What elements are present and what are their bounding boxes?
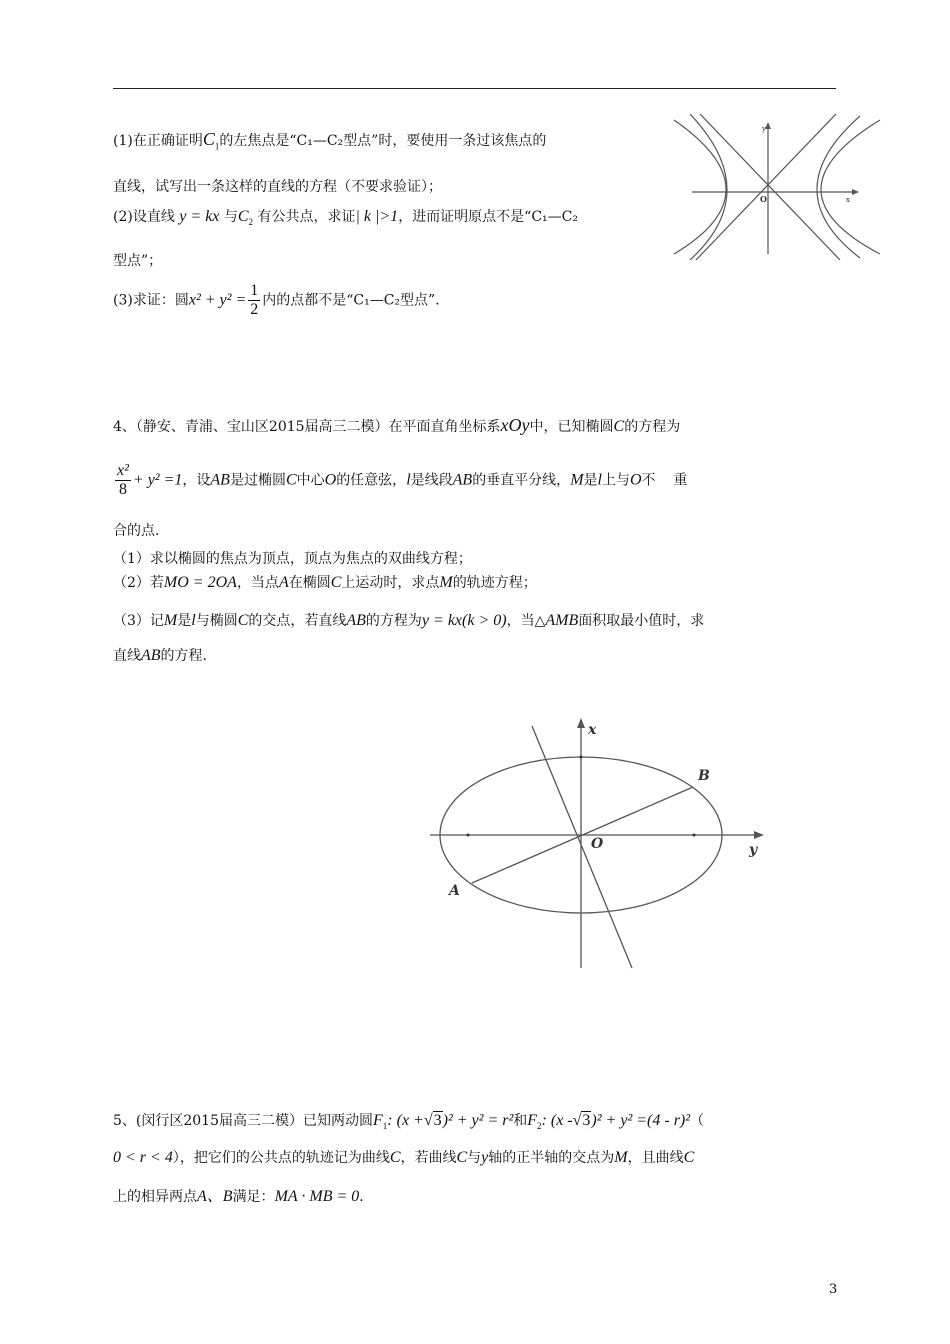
ellipse-horizontal-arrow (754, 831, 764, 839)
p4-line2: $\frac{\text{x²}}{8}$ + y² =1，设AB是过椭圆C中心O的任意弦，l是线段AB的垂直平分线，M是l上与O不 重 (117, 462, 688, 498)
perpendicular-bisector-l (532, 726, 632, 968)
ellipse-vertical-arrow (577, 718, 585, 728)
p3-part1-line1: (1)在正确证明$C_1$的左焦点是“C₁—C₂型点”时，要使用一条过该焦点的 (113, 129, 547, 152)
header-rule (113, 88, 836, 89)
focus-right (693, 834, 696, 837)
p4-q3: （3）记M是l与椭圆C的交点，若直线AB的方程为y = kx(k > 0)，当△AMB面积取最小值时，求 (113, 612, 705, 629)
hyperbola-left-inner (674, 120, 726, 254)
p4-q1: （1）求以椭圆的焦点为顶点，顶点为焦点的双曲线方程； (113, 551, 472, 567)
hyperbola-right-inner (817, 116, 860, 258)
p3-part2-line1: (2)设直线 y = kx 与$C_2$ 有公共点，求证| k |>1，进而证明原点不是“C₁—C₂ (113, 208, 578, 228)
p4-line3: 合的点． (113, 523, 169, 539)
p3-c1: $C_1$ (202, 129, 220, 152)
asymptote-2 (696, 114, 836, 260)
focus-left (467, 834, 470, 837)
asymptote-1 (700, 114, 840, 260)
hyperbola-y-label: y (762, 125, 766, 133)
p3-part1-line2: 直线，试写出一条这样的直线的方程（不要求验证）； (113, 179, 442, 195)
hyperbola-x-arrow (852, 189, 859, 195)
point-B-label: B (698, 768, 710, 784)
p5-head: 5、(闵行区2015届高三二模）已知两动圆$F_1$: (x +√3)² + y² = r²和$F_2$: (x -√3)² + y² =(4 - r)²（ (113, 1112, 705, 1132)
vertex-top (580, 756, 583, 759)
p4-head: 4、（静安、青浦、宝山区2015届高三二模）在平面直角坐标系xOy中，已知椭圆C的方程为 (113, 415, 681, 435)
p4-ellipse-frac: $\frac{\text{x²}}{8}$ (117, 462, 129, 498)
p5-line2: 0 < r < 4），把它们的公共点的轨迹记为曲线C，若曲线C与y轴的正半轴的交点为M，且曲线C (113, 1149, 695, 1166)
ellipse-x-label: x (588, 722, 597, 738)
point-A-label: A (449, 883, 460, 899)
p3-circle-eq: x² + y² = (188, 291, 247, 309)
ellipse-origin-label: O (591, 836, 604, 852)
p3-frac: $\frac{1}{2}$ (250, 282, 259, 318)
hyperbola-x-label: x (846, 196, 850, 204)
hyperbola-right-outer (821, 120, 880, 254)
p5-F1: $F_1$ (373, 1112, 388, 1132)
page-number: 3 (829, 1282, 838, 1297)
ellipse-figure (420, 712, 780, 974)
p3-part3: (3)求证：圆x² + y² = $\frac{1}{2}$ 内的点都不是“C₁—C₂型点”． (113, 282, 450, 318)
p3-line-eq: y = kx (179, 208, 220, 225)
hyperbola-figure (672, 114, 882, 260)
p3-ineq: | k |>1 (355, 208, 399, 225)
p3-part2-line2: 型点”； (113, 253, 163, 269)
p3-c2: $C_2$ (237, 208, 254, 228)
p5-line3: 上的相异两点A、B满足：MA · MB = 0． (113, 1188, 374, 1205)
p4-q2: （2）若MO = 2OA，当点A在椭圆C上运动时，求点M的轨迹方程； (113, 574, 537, 591)
hyperbola-origin-label: O (760, 194, 767, 204)
p5-F2: $F_2$ (527, 1112, 542, 1132)
ellipse-y-label: y (749, 842, 758, 858)
p4-q3-line2: 直线AB的方程． (113, 647, 217, 664)
